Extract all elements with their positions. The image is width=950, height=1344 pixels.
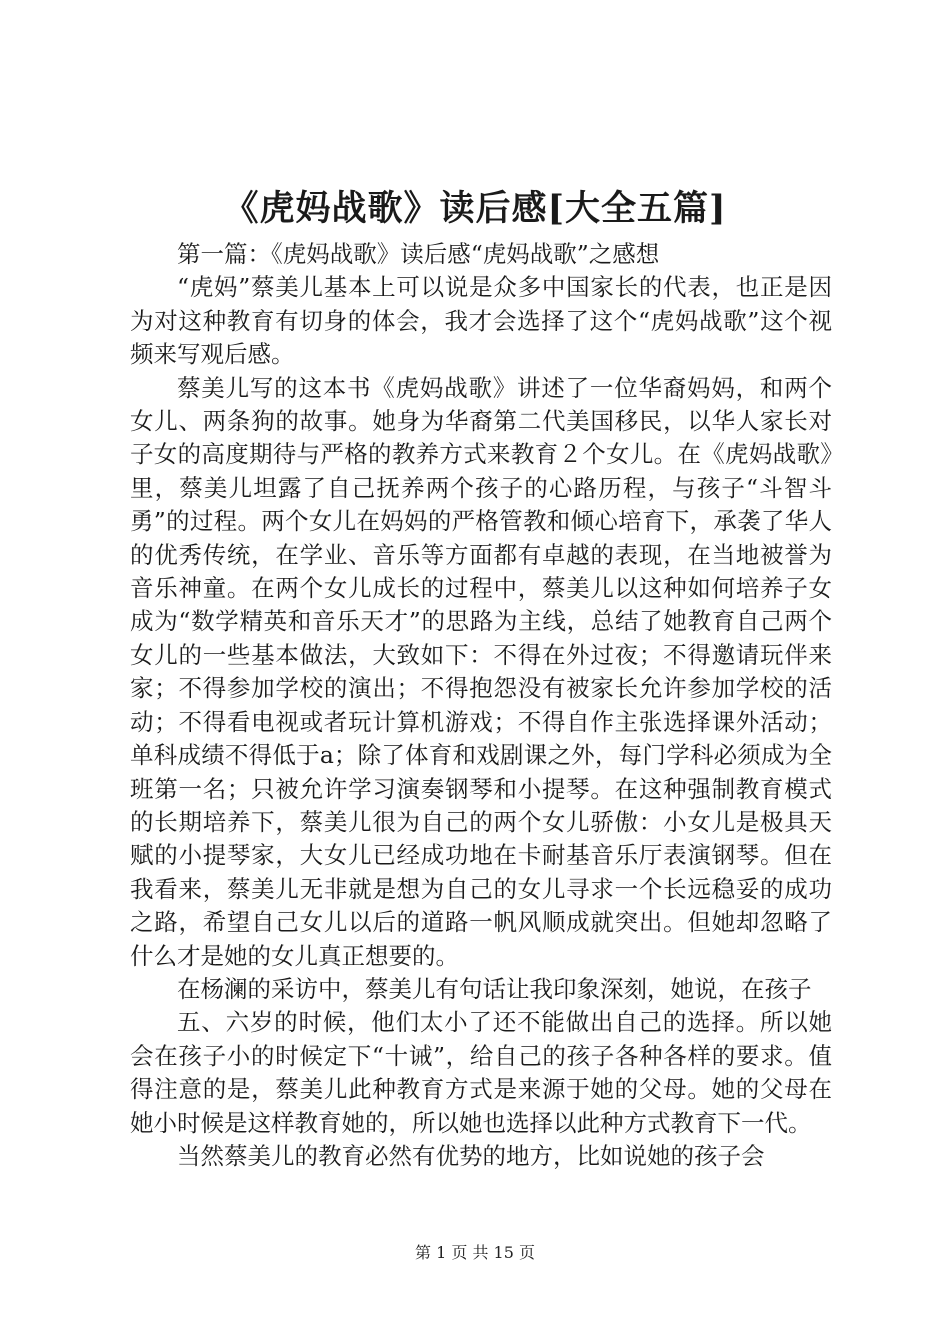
paragraph-section-heading: 第一篇：《虎妈战歌》读后感“虎妈战歌”之感想 (177, 240, 660, 268)
paragraph: 当然蔡美儿的教育必然有优势的地方，比如说她的孩子会 (177, 1141, 765, 1170)
paragraph: “虎妈”蔡美儿基本上可以说是众多中国家长的代表，也正是因为对这种教育有切身的体会，我才会选择了这个“虎妈战歌”这个视频来写观后感。 (130, 273, 832, 369)
document-body (130, 238, 832, 1173)
paragraph: 在杨澜的采访中，蔡美儿有句话让我印象深刻，她说，在孩子 (177, 974, 812, 1003)
paragraph: 蔡美儿写的这本书《虎妈战歌》讲述了一位华裔妈妈，和两个女儿、两条狗的故事。她身为华裔第二代美国移民，以华人家长对子女的高度期待与严格的教养方式来教育２个女儿。在《虎妈战歌》里，蔡美儿坦露了自己抚养两个孩子的心路历程，与孩子“斗智斗勇”的过程。两个女儿在妈妈的严格管教和倾心培育下，承袭了华人的优秀传统，在学业、音乐等方面都有卓越的表现，在当地被誉为音乐神童。在两个女儿成长的过程中，蔡美儿以这种如何培养子女成为“数学精英和音乐天才”的思路为主线，总结了她教育自己两个女儿的一些基本做法，大致如下：不得在外过夜；不得邀请玩伴来家；不得参加学校的演出；不得抱怨没有被家长允许参加学校的活动；不得看电视或者玩计算机游戏；不得自作主张选择课外活动；单科成绩不得低于a；除了体育和戏剧课之外，每门学科必须成为全班第一名；只被允许学习演奏钢琴和小提琴。在这种强制教育模式的长期培养下，蔡美儿很为自己的两个女儿骄傲：小女儿是极具天赋的小提琴家，大女儿已经成功地在卡耐基音乐厅表演钢琴。但在我看来，蔡美儿无非就是想为自己的女儿寻求一个长远稳妥的成功之路，希望自己女儿以后的道路一帆风顺成就突出。但她却忽略了什么才是她的女儿真正想要的。 (130, 373, 832, 970)
paragraph: 五、六岁的时候，他们太小了还不能做出自己的选择。所以她会在孩子小的时候定下“十诫”，给自己的孩子各种各样的要求。值得注意的是，蔡美儿此种教育方式是来源于她的父母。她的父母在她小时候是这样教育她的，所以她也选择以此种方式教育下一代。 (130, 1008, 832, 1137)
page-footer: 第 1 页 共 15 页 (415, 1243, 535, 1262)
document-title: 《虎妈战歌》读后感[大全五篇] (223, 188, 727, 229)
